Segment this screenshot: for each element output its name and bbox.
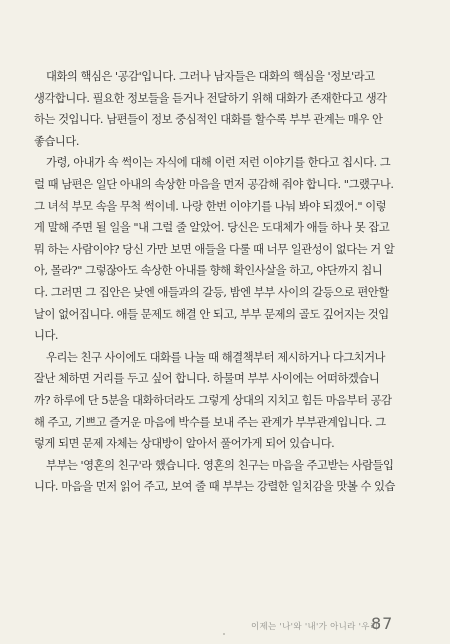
text-line: 가령, 아내가 속 썩이는 자식에 대해 이런 저런 이야기를 한다고 칩시다. 그 [46,156,391,170]
text-line: 우리는 친구 사이에도 대화를 나눌 때 해결책부터 제시하거나 다그치거나 [46,350,386,364]
text-line: 그 녀석 부모 속을 무척 썩이네. 나랑 한번 이야기를 나눠 봐야 되겠어." 이렇 [34,199,387,213]
paragraph [34,455,420,498]
text-line: 날이 없어집니다. 애들 문제도 해결 안 되고, 부부 문제의 골도 깊어지는 것입 [34,307,389,321]
text-line: 생각합니다. 필요한 정보들을 듣거나 전달하기 위해 대화가 존재한다고 생각 [34,91,387,105]
text-line: 하는 것입니다. 남편들이 정보 중심적인 대화를 할수록 부부 관계는 매우 안 [34,113,383,127]
page-footer [0,614,450,636]
page-mark [223,633,225,635]
text-line: 좋습니다. [34,134,79,148]
text-line: 다. 그러면 그 집안은 낮엔 애들과의 갈등, 밤엔 부부 사이의 갈등으로 편안할 [34,285,389,299]
paragraph [34,347,420,455]
text-line: 아, 몰라?" 그렇잖아도 속상한 아내를 향해 확인사살을 하고, 야단까지 칩니 [34,264,383,278]
text-line: 니다. 마음을 먼저 읽어 주고, 보여 줄 때 부부는 강렬한 일치감을 맛볼 수 있습 [34,480,396,494]
text-line: 부부는 '영혼의 친구'라 했습니다. 영혼의 친구는 마음을 주고받는 사람들입 [46,458,394,472]
page-number: 87 [371,614,394,633]
paragraph [34,152,420,346]
text-line: 렇게 되면 문제 자체는 상대방이 알아서 풀어가게 되어 있습니다. [34,437,335,451]
running-title: 이제는 '나'와 '내'가 아니라 '우리' [251,622,381,632]
text-line: 니다. [34,329,59,343]
text-line: 해 주고, 기쁘고 즐거운 마음에 박수를 보내 주는 관계가 부부관계입니다. 그 [34,415,386,429]
text-line: 게 말해 주면 될 일을 "내 그럴 줄 알았어. 당신은 도대체가 애들 하나 못 잡고 [34,221,390,235]
text-line: 까? 하루에 단 5분을 대화하더라도 그렇게 상대의 지치고 힘든 마음부터 공감 [34,393,392,407]
text-line: 럴 때 남편은 일단 아내의 속상한 마음을 먼저 공감해 줘야 합니다. "그랬구나. [34,177,394,191]
paragraph [34,66,420,152]
text-line: 잘난 체하면 거리를 두고 싶어 합니다. 하물며 부부 사이에는 어떠하겠습니 [34,372,380,386]
text-line: 대화의 핵심은 '공감'입니다. 그러나 남자들은 대화의 핵심을 '정보'라고 [46,70,375,83]
body-text [34,66,420,498]
text-line: 뭐 하는 사람이야? 당신 가만 보면 애들을 다룰 때 너무 일관성이 없다는 거 알 [34,242,395,256]
